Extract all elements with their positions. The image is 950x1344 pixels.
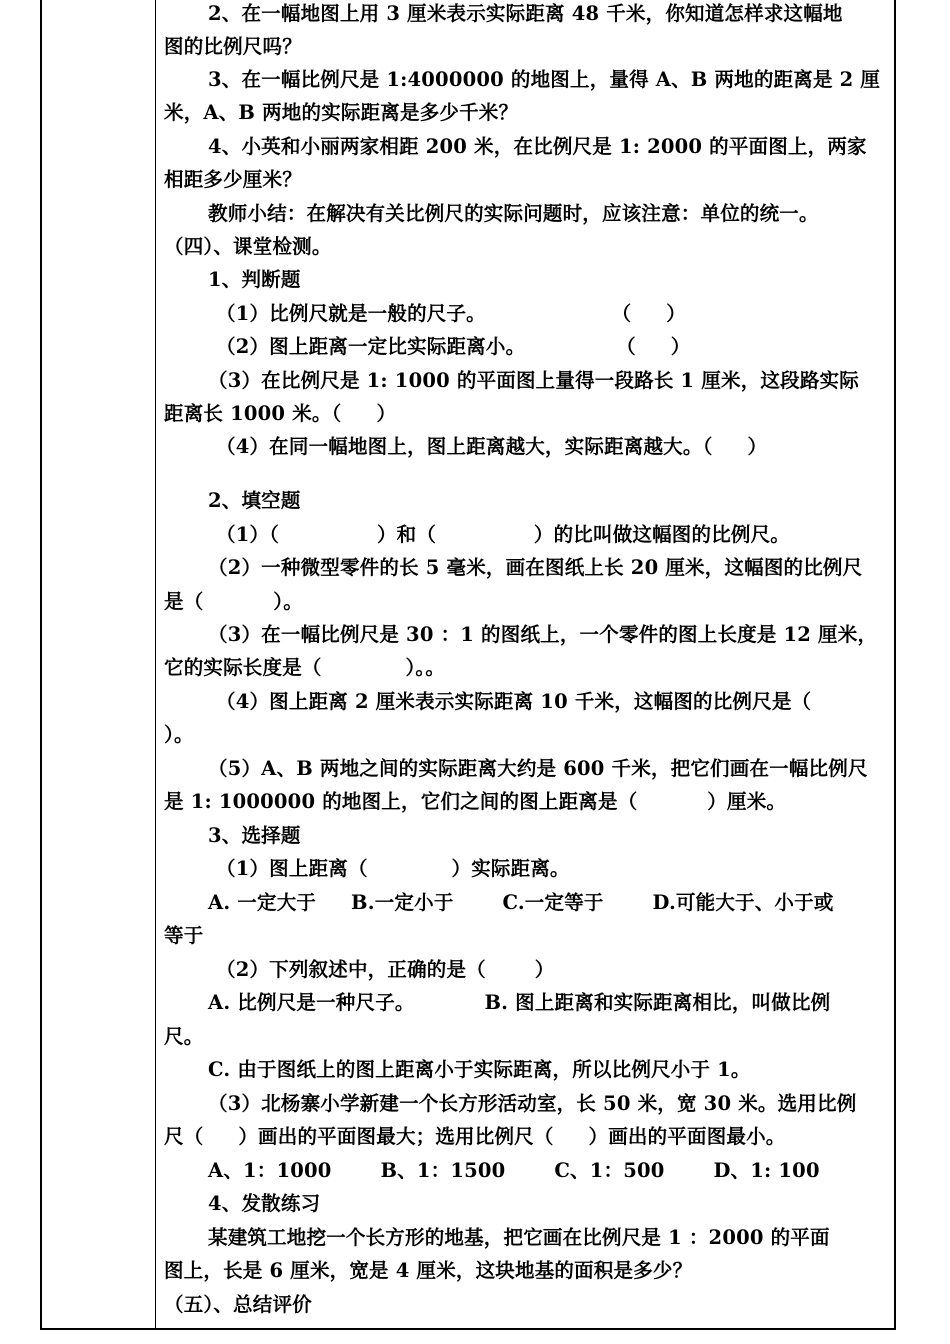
- problem-2-line-1: 2、在一幅地图上用 3 厘米表示实际距离 48 千米，你知道怎样求这幅地: [208, 2, 843, 25]
- problem-2-line-2: 图的比例尺吗？: [164, 35, 302, 58]
- tf-item-2: （2）图上距离一定比实际距离小。 （ ）: [216, 335, 691, 358]
- choice-item-2: （2）下列叙述中，正确的是（ ）: [216, 958, 555, 981]
- fill-item-2-line-1: （2）一种微型零件的长 5 毫米，画在图纸上长 20 厘米，这幅图的比例尺: [208, 556, 863, 579]
- problem-3-line-2: 米，A、B 两地的实际距离是多少千米？: [164, 101, 519, 124]
- tf-item-1: （1）比例尺就是一般的尺子。 （ ）: [216, 302, 687, 325]
- fill-item-4-line-2: ）。: [164, 723, 194, 746]
- section-4-heading: （四）、课堂检测。: [164, 235, 332, 258]
- choice-item-2-option-ab: A. 比例尺是一种尺子。 B. 图上距离和实际距离相比，叫做比例: [208, 991, 831, 1014]
- choice-item-1: （1）图上距离（ ）实际距离。: [216, 857, 570, 880]
- choice-heading: 3、选择题: [208, 824, 301, 847]
- problem-3-line-1: 3、在一幅比例尺是 1:4000000 的地图上，量得 A、B 两地的距离是 2 厘: [208, 68, 881, 91]
- extension-line-2: 图上，长是 6 厘米，宽是 4 厘米，这块地基的面积是多少？: [164, 1259, 693, 1282]
- choice-item-2-option-c: C. 由于图纸上的图上距离小于实际距离，所以比例尺小于 1。: [208, 1058, 751, 1081]
- fill-item-3-line-1: （3）在一幅比例尺是 30 ：1 的图纸上，一个零件的图上长度是 12 厘米，: [208, 623, 878, 646]
- tf-item-3-line-1: （3）在比例尺是 1: 1000 的平面图上量得一段路长 1 厘米，这段路实际: [208, 369, 859, 392]
- fill-item-4-line-1: （4）图上距离 2 厘米表示实际距离 10 千米，这幅图的比例尺是（: [216, 690, 812, 713]
- fill-item-2-line-2: 是（ ）。: [164, 590, 303, 613]
- fill-item-5-line-1: （5）A、B 两地之间的实际距离大约是 600 千米，把它们画在一幅比例尺: [208, 757, 868, 780]
- true-false-heading: 1、判断题: [208, 268, 301, 291]
- tf-item-4: （4）在同一幅地图上，图上距离越大，实际距离越大。（ ）: [216, 435, 768, 458]
- problem-4-line-1: 4、小英和小丽两家相距 200 米，在比例尺是 1: 2000 的平面图上，两家: [208, 135, 867, 158]
- teacher-summary: 教师小结：在解决有关比例尺的实际问题时，应该注意：单位的统一。: [208, 202, 819, 225]
- problem-4-line-2: 相距多少厘米？: [164, 168, 302, 191]
- fill-item-1: （1）（ ）和（ ）的比叫做这幅图的比例尺。: [216, 523, 791, 546]
- choice-item-1-options: A. 一定大于 B.一定小于 C.一定等于 D.可能大于、小于或: [208, 891, 834, 914]
- extension-heading: 4、发散练习: [208, 1192, 321, 1215]
- tf-item-3-line-2: 距离长 1000 米。（ ）: [164, 402, 397, 425]
- choice-item-3-line-2: 尺（ ）画出的平面图最大；选用比例尺（ ）画出的平面图最小。: [164, 1125, 786, 1148]
- section-5-heading: （五）、总结评价: [164, 1293, 312, 1316]
- choice-item-2-option-ab-2: 尺。: [164, 1025, 204, 1048]
- fill-item-5-line-2: 是 1: 1000000 的地图上，它们之间的图上距离是（ ）厘米。: [164, 790, 787, 813]
- fill-item-3-line-2: 它的实际长度是（ ）。。: [164, 656, 446, 679]
- choice-item-3-options: A、1：1000 B、1：1500 C、1：500 D、1: 100: [208, 1159, 820, 1182]
- fill-blank-heading: 2、填空题: [208, 489, 301, 512]
- choice-item-3-line-1: （3）北杨寨小学新建一个长方形活动室，长 50 米，宽 30 米。选用比例: [208, 1092, 857, 1115]
- column-divider: [155, 0, 156, 1330]
- choice-item-1-options-2: 等于: [164, 924, 204, 947]
- extension-line-1: 某建筑工地挖一个长方形的地基，把它画在比例尺是 1 ：2000 的平面: [208, 1226, 830, 1249]
